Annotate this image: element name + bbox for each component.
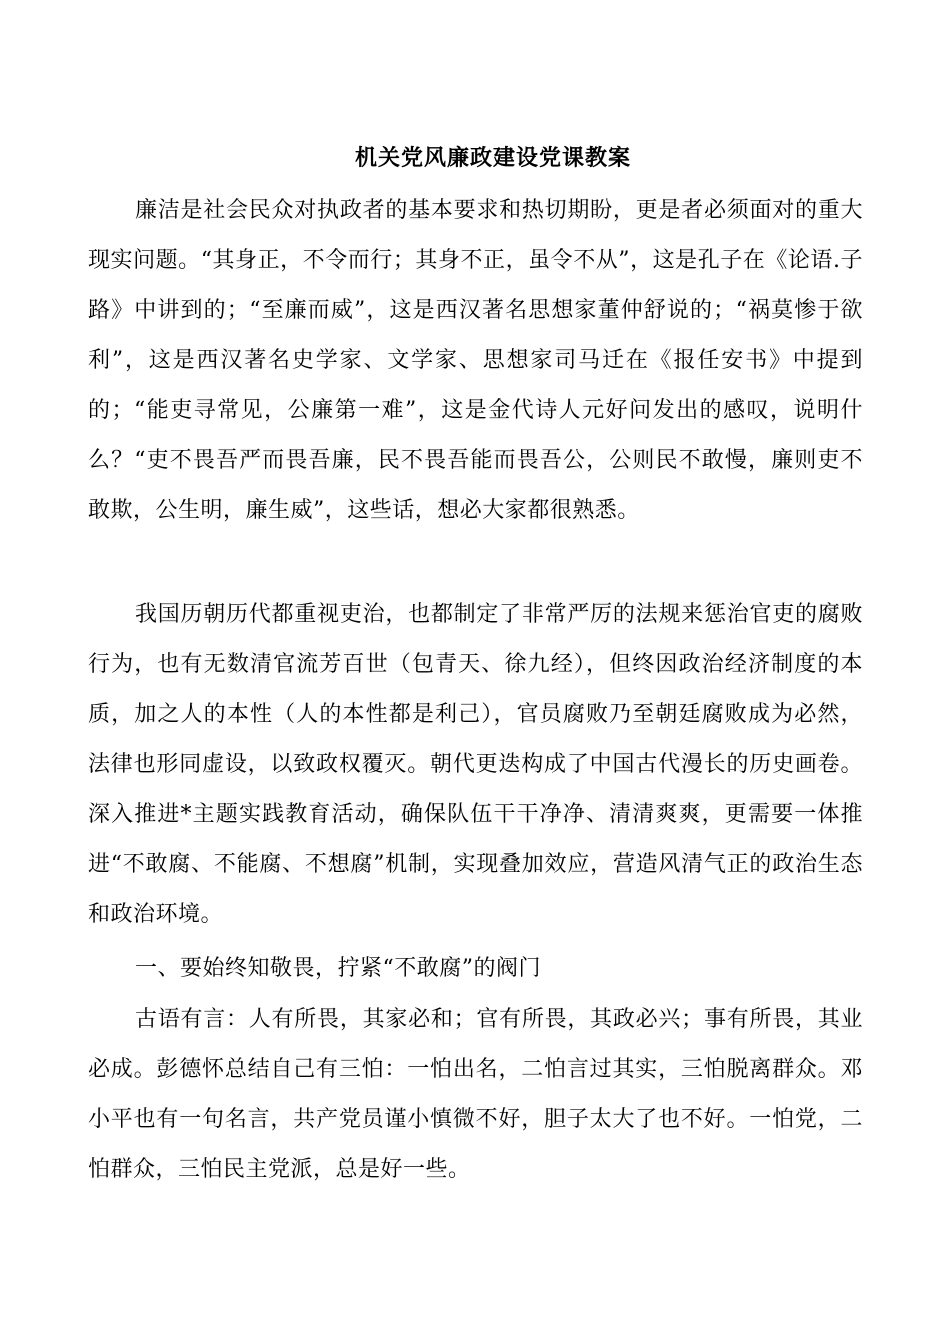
paragraph-section-1: 古语有言：人有所畏，其家必和；官有所畏，其政必兴；事有所畏，其业必成。彭德怀总结自己有三怕：一怕出名，二怕言过其实，三怕脱离群众。邓小平也有一句名言，共产党员谨小慎微不好，胆子太大了也不好。一怕党，二怕群众，三怕民主党派，总是好一些。	[88, 1007, 863, 1182]
paragraph-intro: 廉洁是社会民众对执政者的基本要求和热切期盼，更是者必须面对的重大现实问题。“其身正，不令而行；其身不正，虽令不从”，这是孔子在《论语.子路》中讲到的；“至廉而威”，这是西汉著名思想家董仲舒说的；“祸莫惨于欲利”，这是西汉著名史学家、文学家、思想家司马迁在《报任安书》中提到的；“能吏寻常见，公廉第一难”，这是金代诗人元好问发出的感叹，说明什么？“吏不畏吾严而畏吾廉，民不畏吾能而畏吾公，公则民不敢慢，廉则吏不敢欺，公生明，廉生威”，这些话，想必大家都很熟悉。	[88, 198, 863, 523]
section-heading-1: 一、要始终知敬畏，拧紧“不敢腐”的阀门	[135, 956, 541, 981]
document-title: 机关党风廉政建设党课教案	[354, 145, 631, 171]
paragraph-history: 我国历朝历代都重视吏治，也都制定了非常严厉的法规来惩治官吏的腐败行为，也有无数清官流芳百世（包青天、徐九经），但终因政治经济制度的本质，加之人的本性（人的本性都是利己），官员腐败乃至朝廷腐败成为必然，法律也形同虚设，以致政权覆灭。朝代更迭构成了中国古代漫长的历史画卷。深入推进*主题实践教育活动，确保队伍干干净净、清清爽爽，更需要一体推进“不敢腐、不能腐、不想腐”机制，实现叠加效应，营造风清气正的政治生态和政治环境。	[88, 602, 863, 927]
